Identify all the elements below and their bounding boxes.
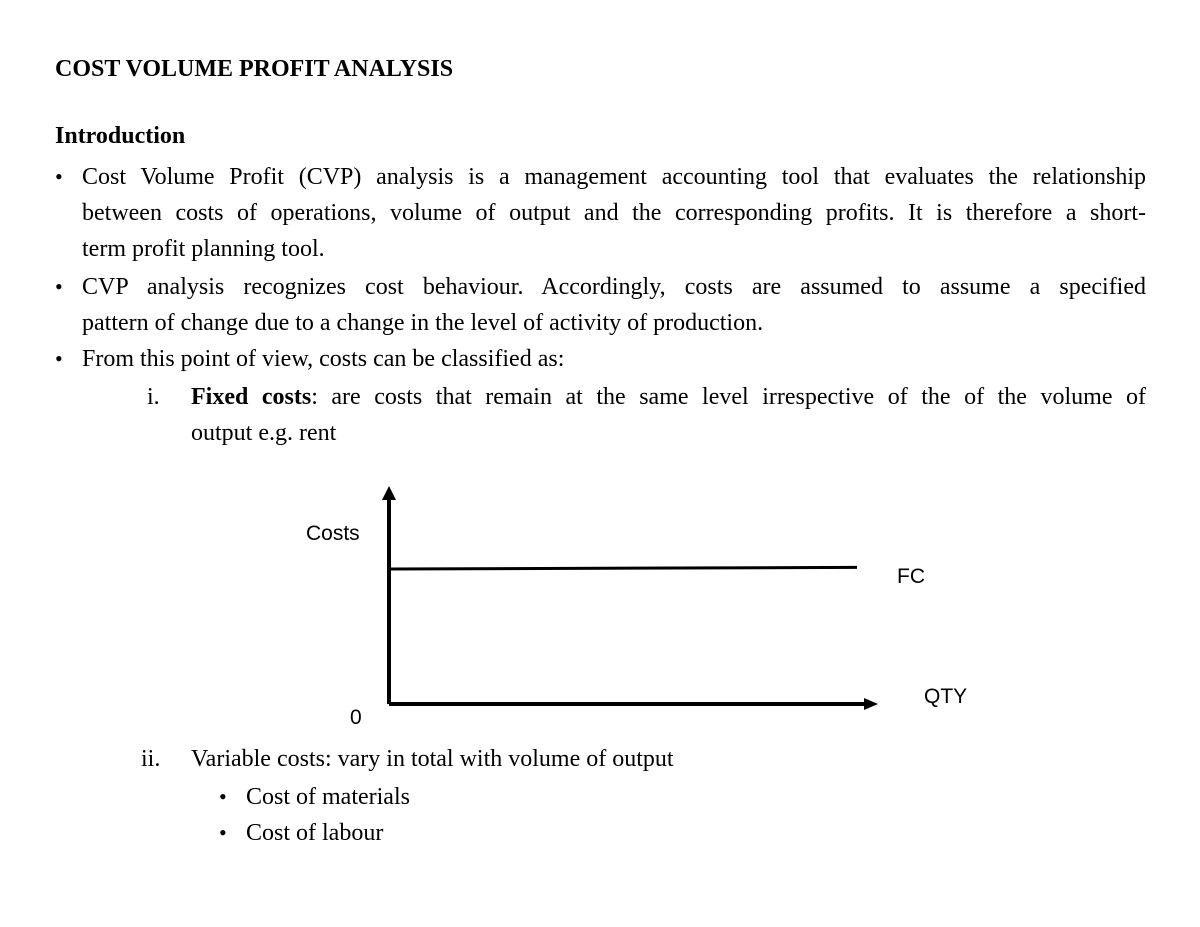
item-ii-marker: ii.: [141, 746, 161, 772]
bullet-dot: •: [55, 346, 63, 371]
item-ii-text: Variable costs: vary in total with volume of output: [191, 746, 674, 772]
x-axis-arrowhead: [864, 698, 878, 710]
y-axis-label: Costs: [306, 522, 360, 545]
bullet-dot: •: [55, 164, 63, 189]
section-heading-introduction: Introduction: [55, 123, 186, 149]
subitem-bullet-dot: •: [219, 820, 227, 845]
bullet-dot: •: [55, 274, 63, 299]
x-axis-label: QTY: [924, 685, 968, 708]
item-i-definition: : are costs that remain at the same level irrespective of the of the volume of: [311, 384, 1146, 410]
bullet-3-line-1: From this point of view, costs can be classified as:: [82, 346, 565, 372]
bullet-1-line-2: between costs of operations, volume of output and the corresponding profits. It is therefore a short-: [82, 200, 1146, 226]
subitem-bullet-dot: •: [219, 784, 227, 809]
bullet-2-line-1: CVP analysis recognizes cost behaviour. Accordingly, costs are assumed to assume a specified: [82, 274, 1146, 300]
subitem-cost-of-materials: Cost of materials: [246, 784, 410, 810]
item-i-marker: i.: [147, 384, 160, 410]
item-i-term: Fixed costs: [191, 384, 312, 410]
series-label-fc: FC: [897, 565, 925, 588]
bullet-1-line-1: Cost Volume Profit (CVP) analysis is a management accounting tool that evaluates the relationship: [82, 164, 1146, 190]
bullet-1-line-3: term profit planning tool.: [82, 236, 325, 262]
origin-label: 0: [350, 706, 362, 729]
item-i-line-2: output e.g. rent: [191, 420, 337, 446]
subitem-cost-of-labour: Cost of labour: [246, 820, 384, 846]
y-axis-arrowhead: [382, 486, 396, 500]
series-line-fc: [389, 567, 857, 569]
bullet-2-line-2: pattern of change due to a change in the level of activity of production.: [82, 310, 764, 336]
document-title: COST VOLUME PROFIT ANALYSIS: [55, 56, 454, 82]
